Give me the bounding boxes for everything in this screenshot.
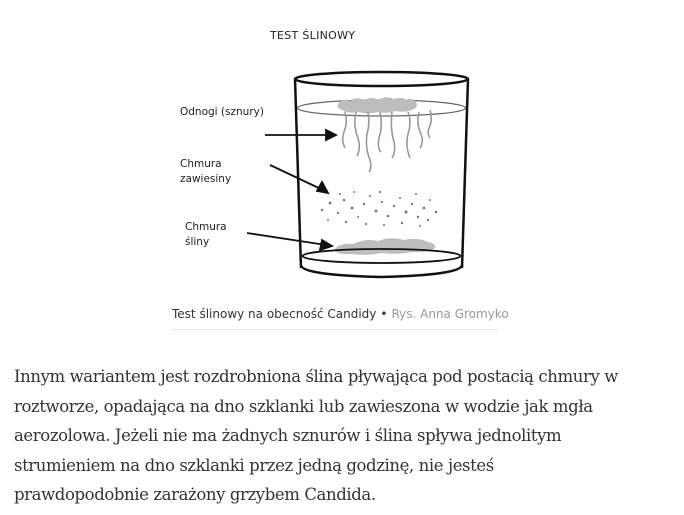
arrows (247, 130, 336, 250)
arrow-suspension (270, 165, 323, 190)
arrow-suspension-head (317, 182, 328, 193)
caption-divider (171, 329, 499, 330)
foam-cluster (338, 97, 417, 113)
label-saliva-line1: Chmura (185, 221, 227, 233)
label-suspension-line1: Chmura (180, 158, 222, 170)
caption-separator: • (380, 307, 388, 321)
saliva-cloud (334, 238, 435, 255)
label-saliva (185, 220, 227, 250)
glass-base (301, 265, 462, 277)
paragraph-line: aerozolowa. Jeżeli nie ma żadnych sznurów i ślina spływa jednolitym (14, 426, 562, 445)
caption-credit: Rys. Anna Gromyko (391, 307, 509, 321)
arrow-saliva-head (320, 240, 332, 250)
arrow-saliva (247, 233, 326, 245)
article-paragraph (14, 362, 674, 510)
glass-rim (295, 72, 468, 86)
caption-text: Test ślinowy na obecność Candidy (172, 307, 377, 321)
label-saliva-line2: śliny (185, 236, 210, 248)
arrow-strings-head (326, 130, 336, 140)
saliva-test-illustration (170, 20, 510, 290)
label-suspension-line2: zawiesiny (180, 173, 232, 185)
suspension-cloud (321, 191, 438, 227)
saliva-strings (343, 110, 432, 172)
label-suspension (180, 157, 231, 187)
paragraph-line: Innym wariantem jest rozdrobniona ślina pływająca pod postacią chmury w (14, 367, 618, 386)
paragraph-line: strumieniem na dno szklanki przez jedną godzinę, nie jesteś (14, 455, 494, 475)
label-strings: Odnogi (sznury) (180, 106, 264, 118)
paragraph-line: prawdopodobnie zarażony grzybem Candida. (14, 485, 376, 504)
figure-caption (172, 307, 509, 321)
paragraph-line: roztworze, opadająca na dno szklanki lub zawieszona w wodzie jak mgła (14, 396, 593, 416)
illustration-title: TEST ŚLINOWY (270, 29, 356, 42)
